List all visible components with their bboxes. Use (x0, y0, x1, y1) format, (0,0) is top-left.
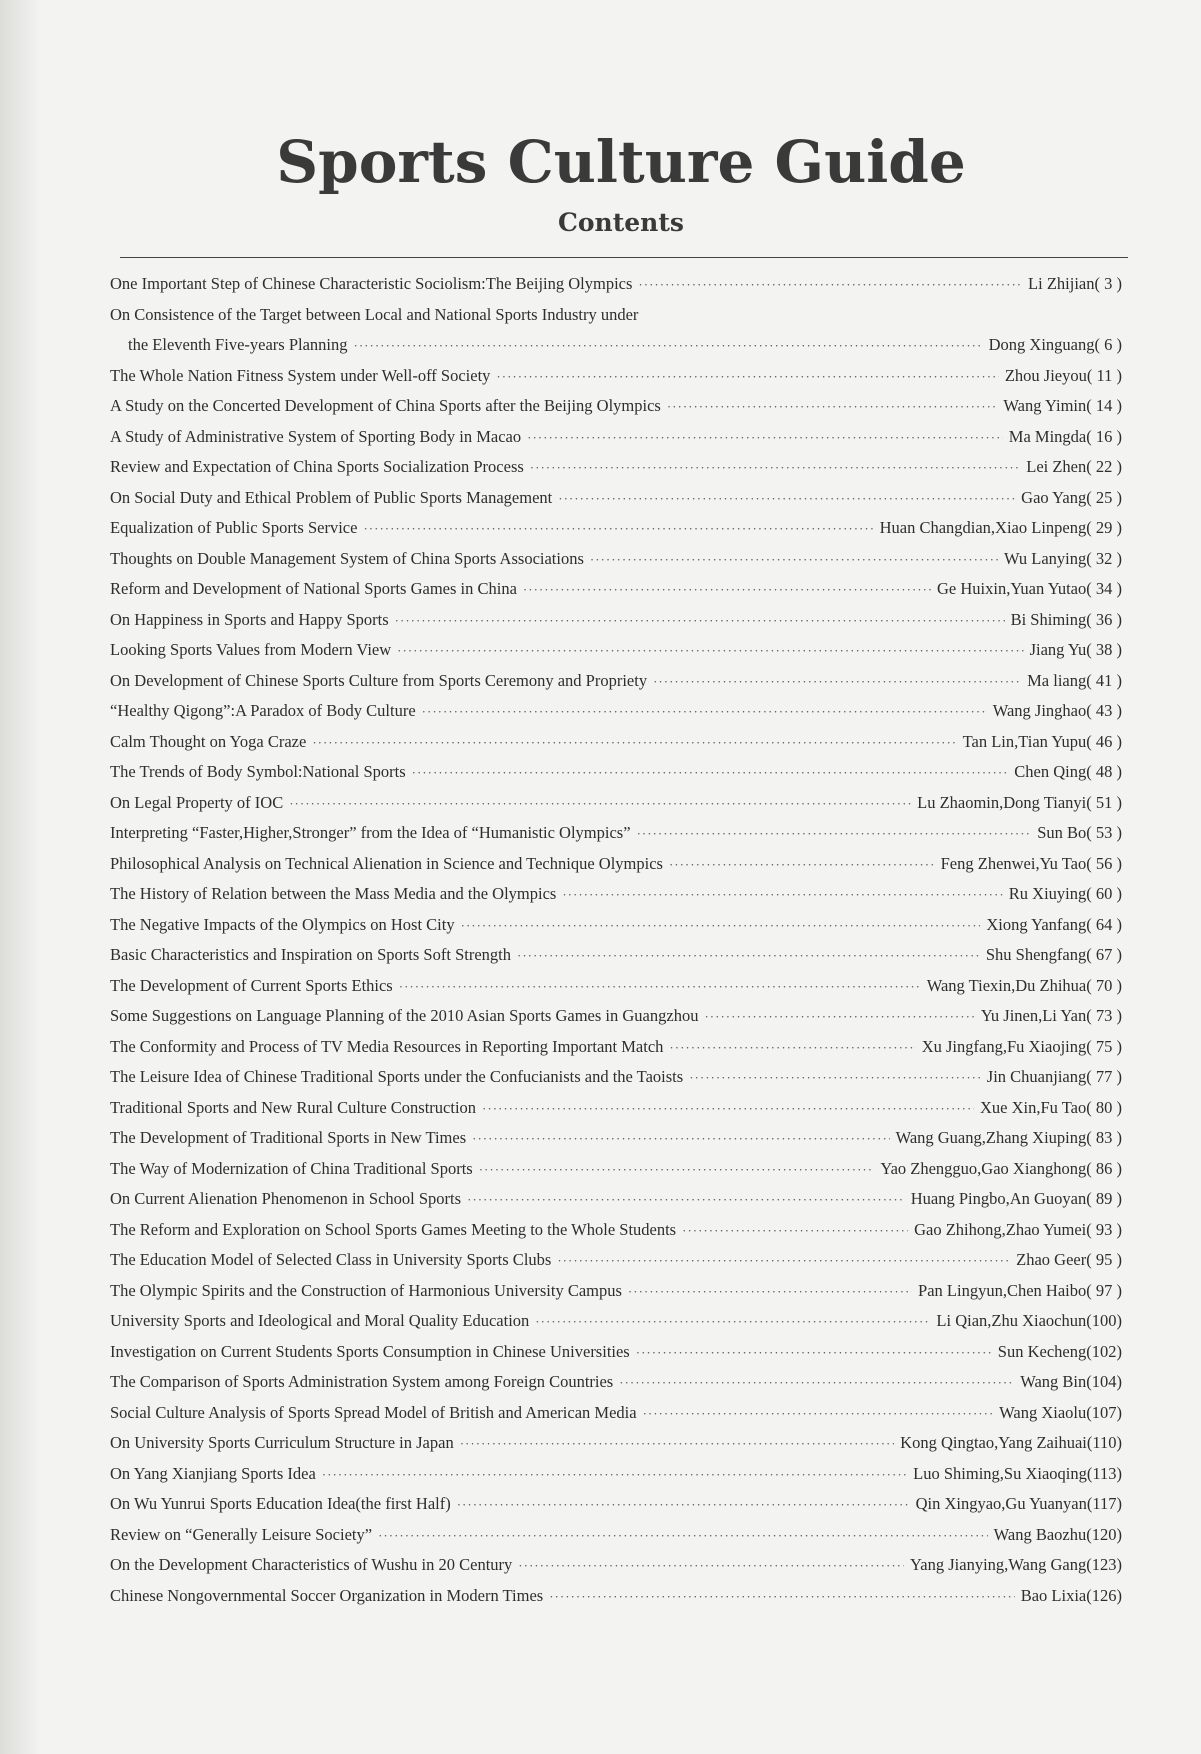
toc-entry (110, 1093, 1122, 1124)
toc-leader-dots (637, 819, 1032, 849)
toc-entry-title: The Reform and Exploration on School Sports Games Meeting to the Whole Students (110, 1219, 677, 1239)
toc-leader-dots (399, 972, 921, 1002)
toc-entry-page: ( 22 ) (1086, 457, 1122, 476)
toc-entry-page: ( 73 ) (1086, 1006, 1122, 1025)
toc-entry-title: Basic Characteristics and Inspiration on Sports Soft Strength (110, 945, 511, 964)
toc-leader-dots (527, 423, 1003, 453)
toc-entry (110, 544, 1122, 575)
toc-entry (110, 635, 1122, 666)
toc-leader-dots (653, 667, 1021, 697)
toc-entry (110, 1062, 1122, 1093)
toc-entry-page: ( 11 ) (1086, 365, 1122, 385)
toc-entry-author: Sun Kecheng (997, 1341, 1087, 1361)
toc-leader-dots (363, 514, 873, 544)
toc-entry-page: (100) (1086, 1311, 1122, 1330)
toc-entry-author: Ma liang (1027, 670, 1087, 690)
toc-entry-title: Traditional Sports and New Rural Culture Construction (110, 1097, 477, 1117)
toc-entry-page: (120) (1086, 1524, 1122, 1544)
toc-entry-author: Zhou Jieyou (1004, 365, 1087, 385)
toc-entry-title: The Comparison of Sports Administration System among Foreign Countries (110, 1372, 614, 1391)
toc-entry-author: Bao Lixia (1020, 1585, 1087, 1605)
page-edge-shadow (0, 0, 40, 1754)
toc-entry (110, 879, 1122, 910)
toc-entry-page: ( 75 ) (1086, 1036, 1122, 1056)
toc-leader-dots (378, 1521, 988, 1551)
toc-entry-title: Review on “Generally Leisure Society” (110, 1524, 373, 1544)
toc-entry-page: ( 3 ) (1094, 274, 1122, 293)
toc-entry-page: ( 89 ) (1086, 1189, 1122, 1208)
toc-entry-author: Jin Chuanjiang (986, 1067, 1087, 1086)
toc-entry (110, 1215, 1122, 1246)
toc-entry-author: Ge Huixin,Yuan Yutao (937, 579, 1087, 598)
toc-entry-title: On University Sports Curriculum Structure in Japan (110, 1433, 454, 1452)
toc-entry (110, 727, 1122, 758)
toc-entry-author: Xue Xin,Fu Tao (980, 1097, 1087, 1117)
toc-entry-title: The Leisure Idea of Chinese Traditional Sports under the Confucianists and the Taoists (110, 1067, 684, 1086)
toc-entry-page: ( 83 ) (1086, 1128, 1122, 1147)
toc-leader-dots (523, 575, 931, 605)
toc-entry-page: (104) (1086, 1372, 1122, 1391)
toc-entry-page: ( 67 ) (1086, 945, 1122, 964)
toc-entry-page: ( 6 ) (1094, 335, 1122, 354)
toc-entry-author: Xu Jingfang,Fu Xiaojing (921, 1036, 1087, 1056)
toc-entry (110, 574, 1122, 605)
toc-entry (110, 1032, 1122, 1063)
toc-leader-dots (590, 545, 998, 575)
toc-leader-dots (457, 1490, 910, 1520)
toc-entry-title: The Development of Current Sports Ethics (110, 975, 393, 995)
toc-entry-title: Social Culture Analysis of Sports Spread Model of British and American Media (110, 1402, 637, 1422)
toc-entry-author: Shu Shengfang (985, 945, 1087, 964)
toc-entry-page: ( 86 ) (1086, 1158, 1122, 1178)
toc-leader-dots (354, 331, 983, 361)
toc-entry-title: “Healthy Qigong”:A Paradox of Body Culture (110, 701, 416, 720)
toc-entry-title: The Development of Traditional Sports in New Times (110, 1128, 467, 1147)
toc-entry-author: Li Qian,Zhu Xiaochun (936, 1311, 1087, 1330)
toc-leader-dots (479, 1155, 875, 1185)
toc-entry-author: Gao Yang (1021, 487, 1087, 507)
toc-entry-page: ( 95 ) (1086, 1250, 1122, 1269)
toc-leader-dots (472, 1124, 889, 1154)
toc-entry-page: ( 51 ) (1086, 792, 1122, 812)
toc-entry-author: Wang Yimin (1003, 396, 1087, 415)
toc-entry-author: Wu Lanying (1003, 548, 1087, 568)
toc-entry-author: Wang Jinghao (992, 701, 1087, 720)
toc-entry-page: ( 38 ) (1086, 640, 1122, 659)
toc-entry (110, 788, 1122, 819)
toc-entry (110, 1428, 1122, 1459)
toc-entry-author: Kong Qingtao,Yang Zaihuai (900, 1433, 1087, 1452)
toc-entry (110, 1245, 1122, 1276)
toc-entry-title: University Sports and Ideological and Moral Quality Education (110, 1311, 530, 1330)
toc-entry-title: Equalization of Public Sports Service (110, 518, 358, 537)
toc-entry-author: Xiong Yanfang (986, 914, 1087, 934)
toc-entry-page: ( 41 ) (1086, 670, 1122, 690)
toc-leader-dots (397, 636, 1023, 666)
toc-entry-title: The Olympic Spirits and the Construction of Harmonious University Campus (110, 1280, 622, 1300)
toc-entry-author: Yao Zhengguo,Gao Xianghong (880, 1158, 1087, 1178)
toc-entry-page: (110) (1086, 1433, 1122, 1452)
toc-leader-dots (704, 1002, 974, 1032)
toc-entry-page: ( 70 ) (1086, 975, 1122, 995)
toc-entry (110, 1123, 1122, 1154)
toc-entry-page: ( 93 ) (1086, 1219, 1122, 1239)
toc-entry-author: Wang Guang,Zhang Xiuping (895, 1128, 1087, 1147)
toc-entry (110, 1276, 1122, 1307)
toc-entry-title: Investigation on Current Students Sports Consumption in Chinese Universities (110, 1341, 630, 1361)
toc-entry-page: (123) (1086, 1555, 1122, 1574)
toc-entry-title: On Wu Yunrui Sports Education Idea(the first Half) (110, 1494, 451, 1513)
toc-entry (110, 940, 1122, 971)
toc-entry (110, 1550, 1122, 1581)
toc-entry (110, 513, 1122, 544)
toc-leader-dots (461, 911, 981, 941)
toc-entry (110, 605, 1122, 636)
toc-leader-dots (412, 758, 1009, 788)
title-divider (120, 257, 1128, 258)
toc-entry-page: ( 25 ) (1086, 487, 1122, 507)
toc-entry-title: Chinese Nongovernmental Soccer Organization in Modern Times (110, 1585, 544, 1605)
toc-entry-author: Tan Lin,Tian Yupu (962, 731, 1087, 751)
toc-entry-title: The Way of Modernization of China Traditional Sports (110, 1158, 473, 1178)
toc-entry-author: Wang Xiaolu (999, 1402, 1087, 1422)
toc-leader-dots (289, 789, 911, 819)
toc-entry-page: ( 16 ) (1086, 426, 1122, 446)
toc-entry-author: Wang Bin (1020, 1372, 1087, 1391)
toc-entry-title: Interpreting “Faster,Higher,Stronger” from the Idea of “Humanistic Olympics” (110, 823, 631, 842)
toc-entry-page: ( 36 ) (1086, 609, 1122, 629)
toc-entry-page: ( 14 ) (1086, 396, 1122, 415)
toc-entry (110, 696, 1122, 727)
toc-entry-author: Gao Zhihong,Zhao Yumei (914, 1219, 1087, 1239)
toc-leader-dots (643, 1399, 994, 1429)
toc-entry-author: Qin Xingyao,Gu Yuanyan (915, 1494, 1087, 1513)
toc-leader-dots (467, 1185, 905, 1215)
toc-entry (110, 269, 1122, 300)
toc-entry (110, 1459, 1122, 1490)
toc-entry-title: Review and Expectation of China Sports Socialization Process (110, 457, 524, 476)
toc-entry (110, 666, 1122, 697)
toc-entry-page: ( 43 ) (1086, 701, 1122, 720)
toc-leader-dots (312, 728, 956, 758)
toc-entry-page: ( 29 ) (1086, 518, 1122, 537)
toc-entry-title: On Social Duty and Ethical Problem of Public Sports Management (110, 487, 553, 507)
toc-leader-dots (322, 1460, 907, 1490)
table-of-contents (110, 269, 1122, 1611)
toc-entry-title: the Eleventh Five-years Planning (128, 335, 348, 354)
toc-leader-dots (530, 453, 1020, 483)
toc-entry (110, 1489, 1122, 1520)
toc-entry-author: Feng Zhenwei,Yu Tao (940, 853, 1087, 873)
toc-leader-dots (422, 697, 987, 727)
toc-entry-author: Lei Zhen (1026, 457, 1087, 476)
toc-entry-author: Ma Mingda (1008, 426, 1087, 446)
toc-entry-title: The History of Relation between the Mass Media and the Olympics (110, 884, 557, 903)
toc-entry-author: Yang Jianying,Wang Gang (910, 1555, 1087, 1574)
toc-entry (110, 330, 1122, 361)
toc-entry-title: The Trends of Body Symbol:National Sports (110, 762, 406, 781)
toc-entry-title: The Conformity and Process of TV Media Resources in Reporting Important Match (110, 1036, 664, 1056)
contents-heading: Contents (557, 208, 684, 237)
toc-entry-author: Chen Qing (1014, 762, 1087, 781)
toc-entry (110, 1184, 1122, 1215)
toc-entry-page: ( 80 ) (1086, 1097, 1122, 1117)
toc-entry-page: ( 97 ) (1086, 1280, 1122, 1300)
toc-leader-dots (557, 1246, 1010, 1276)
toc-entry (110, 422, 1122, 453)
toc-entry-title: Calm Thought on Yoga Craze (110, 731, 307, 751)
toc-entry (110, 849, 1122, 880)
toc-entry-author: Wang Tiexin,Du Zhihua (926, 975, 1087, 995)
toc-entry-author: Dong Xinguang (988, 335, 1095, 354)
toc-entry-author: Sun Bo (1037, 823, 1087, 842)
toc-entry (110, 1520, 1122, 1551)
toc-leader-dots (496, 362, 998, 392)
toc-entry-page: ( 46 ) (1086, 731, 1122, 751)
toc-entry (110, 1337, 1122, 1368)
toc-leader-dots (558, 484, 1015, 514)
toc-entry (110, 910, 1122, 941)
toc-leader-dots (667, 392, 998, 422)
toc-leader-dots (535, 1307, 930, 1337)
toc-entry-author: Lu Zhaomin,Dong Tianyi (917, 792, 1087, 812)
toc-entry-page: (117) (1086, 1494, 1122, 1513)
toc-entry-title: Philosophical Analysis on Technical Alienation in Science and Technique Olympics (110, 853, 663, 873)
toc-leader-dots (689, 1063, 981, 1093)
toc-entry (110, 1367, 1122, 1398)
toc-leader-dots (518, 1551, 904, 1581)
toc-entry-title: On Yang Xianjiang Sports Idea (110, 1463, 316, 1483)
toc-entry-author: Huang Pingbo,An Guoyan (910, 1189, 1087, 1208)
toc-leader-dots (682, 1216, 908, 1246)
toc-entry-page: ( 56 ) (1086, 853, 1122, 873)
toc-entry (110, 818, 1122, 849)
toc-entry-author: Ru Xiuying (1008, 884, 1087, 903)
toc-entry-author: Pan Lingyun,Chen Haibo (918, 1280, 1087, 1300)
toc-entry-title: One Important Step of Chinese Characteristic Sociolism:The Beijing Olympics (110, 274, 633, 293)
toc-entry-page: (102) (1086, 1341, 1122, 1361)
toc-entry-title: Reform and Development of National Sports Games in China (110, 579, 517, 598)
page-title: Sports Culture Guide (276, 128, 966, 196)
toc-leader-dots (562, 880, 1002, 910)
toc-entry-title: On Current Alienation Phenomenon in School Sports (110, 1189, 462, 1208)
toc-leader-dots (395, 606, 1005, 636)
toc-entry (110, 971, 1122, 1002)
toc-leader-dots (628, 1277, 912, 1307)
toc-entry-author: Bi Shiming (1010, 609, 1087, 629)
toc-entry (110, 1154, 1122, 1185)
toc-entry-author: Huan Changdian,Xiao Linpeng (879, 518, 1087, 537)
toc-entry (110, 300, 1122, 331)
toc-entry (110, 1398, 1122, 1429)
toc-entry-author: Yu Jinen,Li Yan (980, 1006, 1087, 1025)
toc-entry-page: ( 60 ) (1086, 884, 1122, 903)
toc-leader-dots (638, 270, 1022, 300)
toc-entry-author: Luo Shiming,Su Xiaoqing (913, 1463, 1087, 1483)
toc-entry-title: The Whole Nation Fitness System under Well-off Society (110, 365, 491, 385)
toc-entry (110, 1581, 1122, 1612)
toc-entry-page: (126) (1086, 1585, 1122, 1605)
toc-leader-dots (482, 1094, 974, 1124)
toc-entry-title: A Study on the Concerted Development of China Sports after the Beijing Olympics (110, 396, 661, 415)
toc-entry (110, 757, 1122, 788)
toc-entry-page: ( 34 ) (1086, 579, 1122, 598)
toc-entry-page: ( 48 ) (1086, 762, 1122, 781)
toc-entry-author: Wang Baozhu (993, 1524, 1087, 1544)
toc-entry-page: ( 53 ) (1086, 823, 1122, 842)
toc-entry-title: On Consistence of the Target between Local and National Sports Industry under (110, 304, 639, 324)
toc-entry (110, 391, 1122, 422)
toc-entry-title: On the Development Characteristics of Wushu in 20 Century (110, 1555, 513, 1574)
toc-entry-title: On Legal Property of IOC (110, 792, 284, 812)
toc-entry (110, 452, 1122, 483)
toc-entry (110, 361, 1122, 392)
toc-entry-title: A Study of Administrative System of Sporting Body in Macao (110, 426, 522, 446)
toc-entry-page: (113) (1086, 1463, 1122, 1483)
toc-entry (110, 1306, 1122, 1337)
toc-leader-dots (669, 850, 935, 880)
toc-leader-dots (669, 1033, 915, 1063)
toc-entry-title: Thoughts on Double Management System of China Sports Associations (110, 548, 584, 568)
toc-leader-dots (619, 1368, 1014, 1398)
toc-entry-title: The Education Model of Selected Class in University Sports Clubs (110, 1250, 552, 1269)
toc-entry-title: Some Suggestions on Language Planning of the 2010 Asian Sports Games in Guangzhou (110, 1006, 699, 1025)
toc-entry-title: On Development of Chinese Sports Culture from Sports Ceremony and Propriety (110, 670, 648, 690)
toc-entry-author: Jiang Yu (1029, 640, 1087, 659)
toc-entry-title: On Happiness in Sports and Happy Sports (110, 609, 389, 629)
toc-entry-title: Looking Sports Values from Modern View (110, 640, 392, 659)
toc-entry (110, 1001, 1122, 1032)
toc-leader-dots (460, 1429, 894, 1459)
toc-leader-dots (517, 941, 980, 971)
toc-entry-author: Zhao Geer (1016, 1250, 1087, 1269)
toc-leader-dots (549, 1582, 1015, 1612)
toc-leader-dots (636, 1338, 992, 1368)
toc-entry-title: The Negative Impacts of the Olympics on Host City (110, 914, 455, 934)
toc-entry-page: ( 77 ) (1086, 1067, 1122, 1086)
toc-entry-page: ( 64 ) (1086, 914, 1122, 934)
toc-entry-page: ( 32 ) (1086, 548, 1122, 568)
toc-entry-page: (107) (1086, 1402, 1122, 1422)
toc-entry-author: Li Zhijian (1028, 274, 1095, 293)
toc-entry (110, 483, 1122, 514)
